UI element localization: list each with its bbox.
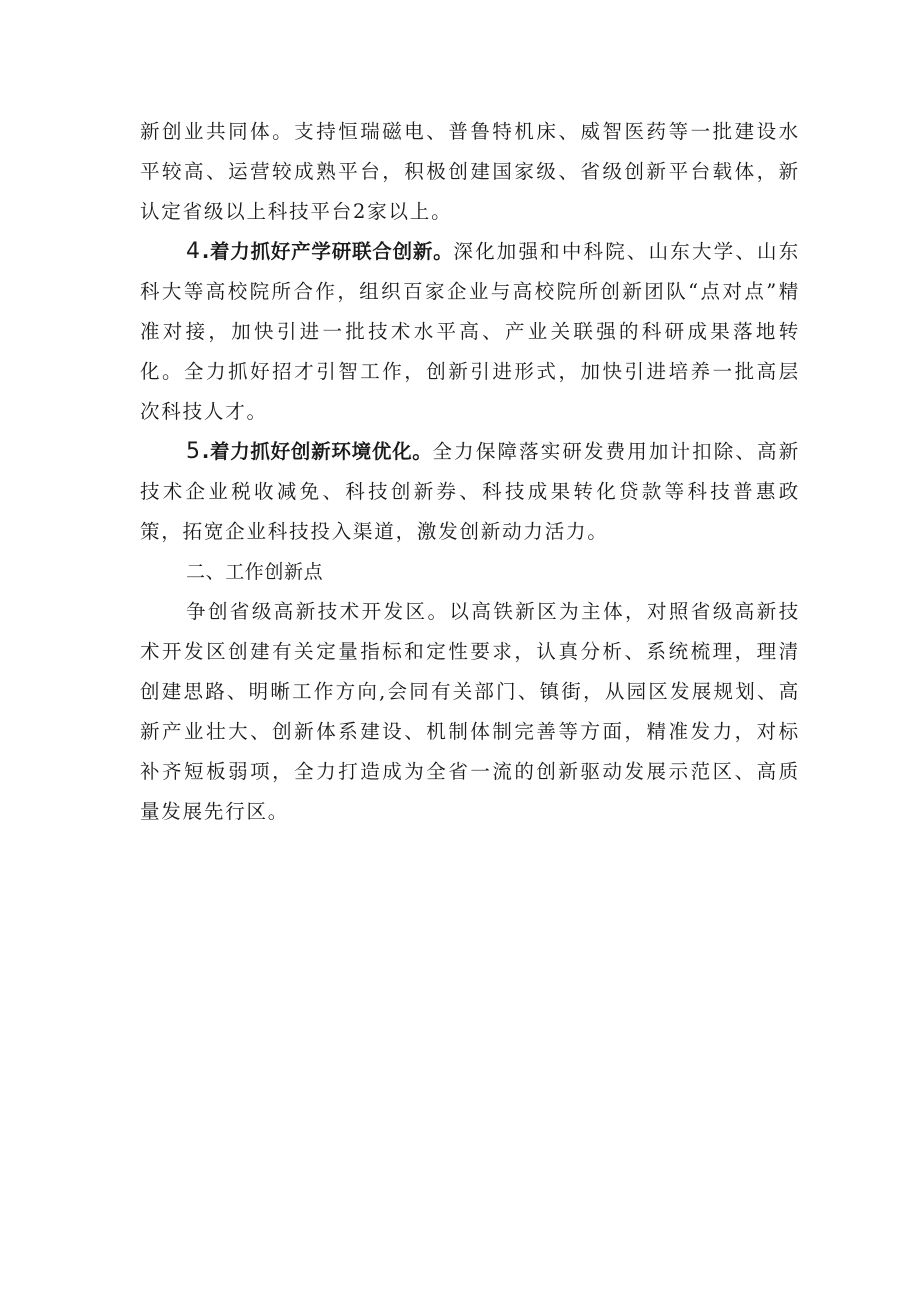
paragraph-text: 深化加强和中科院、山东大学、山东科大等高校院所合作，组织百家企业与高校院所创新团队“点对点”精准对接，加快引进一批技术水平高、产业关联强的科研成果落地转化。全力抓好招才引智工作，创新引进形式，加快引进培养一批高层次科技人才。: [140, 240, 800, 423]
item-number: 4: [186, 239, 202, 264]
paragraph-text: 争创省级高新技术开发区。以高铁新区为主体，对照省级高新技术开发区创建有关定量指标和定性要求，认真分析、系统梳理，理清创建思路、明晰工作方向,会同有关部门、镇街，从园区发展规划、高新产业壮大、创新体系建设、机制体制完善等方面，精准发力，对标补齐短板弱项，全力打造成为全省一流的创新驱动发展示范区、高质量发展先行区。: [140, 600, 800, 823]
item-number: 5: [186, 439, 202, 464]
paragraph-industry-university-research: [140, 232, 800, 432]
paragraph-text: 全力保障落实研发费用加计扣除、高新技术企业税收减免、科技创新券、科技成果转化贷款等科技普惠政策，拓宽企业科技投入渠道，激发创新动力活力。: [140, 440, 800, 543]
paragraph-innovation-platforms: [140, 112, 800, 232]
section-heading: 二、工作创新点: [186, 561, 324, 583]
item-title: .着力抓好创新环境优化。: [201, 440, 433, 463]
paragraph-innovation-environment: [140, 432, 800, 552]
paragraph-high-tech-zone: [140, 592, 800, 832]
document-body: [140, 112, 800, 832]
paragraph-text: 新创业共同体。支持恒瑞磁电、普鲁特机床、威智医药等一批建设水平较高、运营较成熟平台，积极创建国家级、省级创新平台载体，新认定省级以上科技平台2家以上。: [140, 120, 800, 223]
item-title: .着力抓好产学研联合创新。: [201, 240, 454, 263]
